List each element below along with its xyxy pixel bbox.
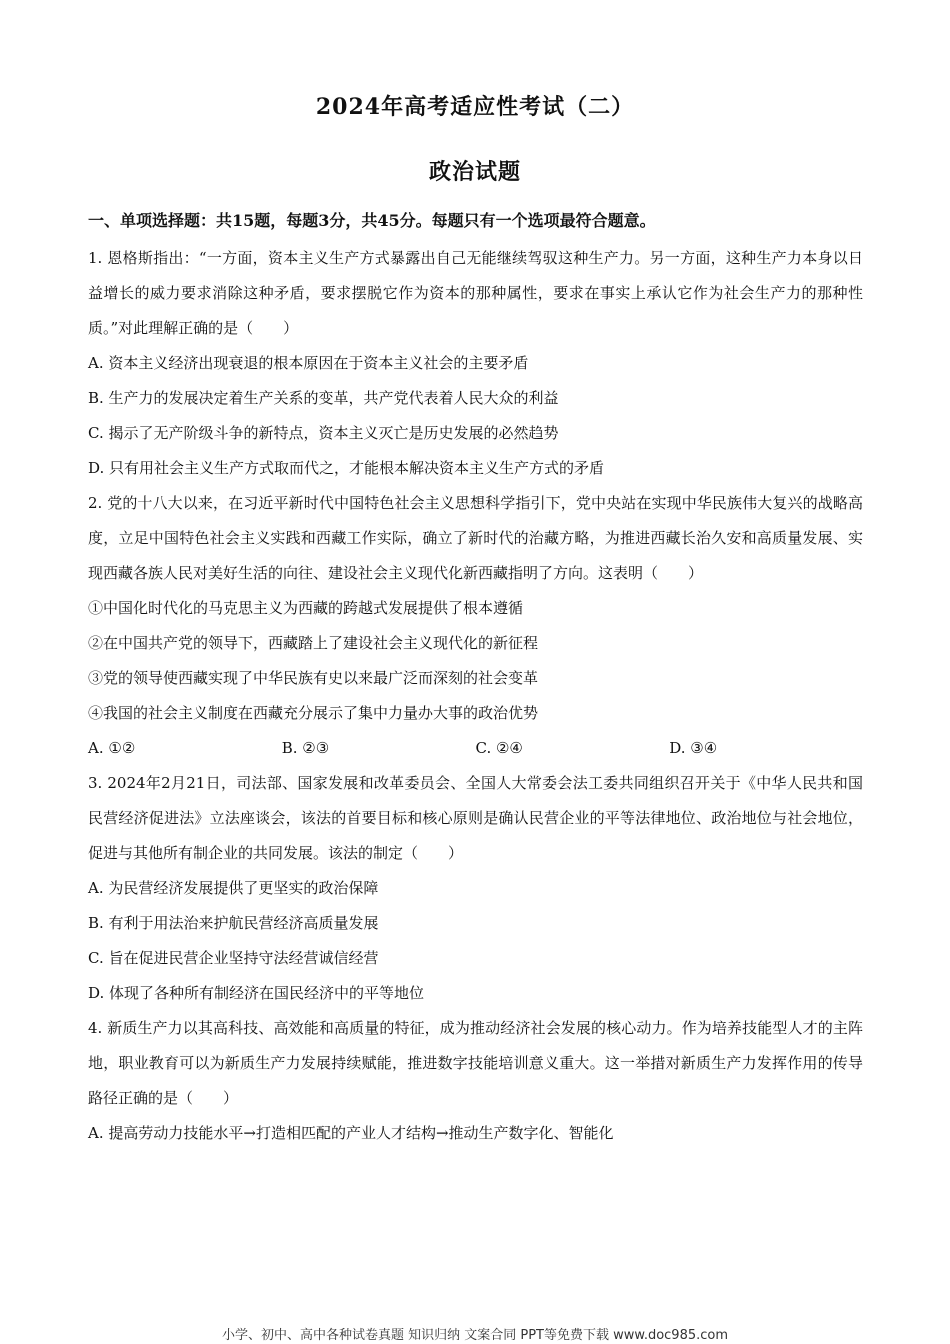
option-a: A. ①② [88,739,136,757]
exam-title: 2024年高考适应性考试（二） [315,94,635,120]
question-1 [88,241,863,486]
statement-1: ①中国化时代化的马克思主义为西藏的跨越式发展提供了根本遵循 [88,599,524,617]
statement-2: ②在中国共产党的领导下，西藏踏上了建设社会主义现代化的新征程 [88,634,539,652]
question-list [88,241,863,1151]
exam-subject: 政治试题 [428,159,521,185]
question-stem: 3. 2024年2月21日，司法部、国家发展和改革委员会、全国人大常委会法工委共同组织召开关于《中华人民共和国民营经济促进法》立法座谈会，该法的首要目标和核心原则是确认民营企业的平等法律地位、政治地位与社会地位，促进与其他所有制企业的共同发展。该法的制定（ ） [88,774,863,862]
option-b: B. ②③ [281,739,330,757]
question-2 [88,486,863,766]
option-b: B. 生产力的发展决定着生产关系的变革，共产党代表着人民大众的利益 [88,389,559,407]
option-c: C. 揭示了无产阶级斗争的新特点，资本主义灭亡是历史发展的必然趋势 [88,424,559,442]
option-d: D. 只有用社会主义生产方式取而代之，才能根本解决资本主义生产方式的矛盾 [88,459,605,477]
option-c: C. ②④ [475,739,523,757]
question-stem: 4. 新质生产力以其高科技、高效能和高质量的特征，成为推动经济社会发展的核心动力。作为培养技能型人才的主阵地，职业教育可以为新质生产力发展持续赋能，推进数字技能培训意义重大。这一举措对新质生产力发挥作用的传导路径正确的是（ ） [88,1019,863,1107]
footer-text: 小学、初中、高中各种试卷真题 知识归纳 文案合同 PPT等免费下载 www.doc985.com [221,1328,729,1343]
section-heading: 一、单项选择题：共15题，每题3分，共45分。每题只有一个选项最符合题意。 [88,211,656,230]
option-a: A. 资本主义经济出现衰退的根本原因在于资本主义社会的主要矛盾 [88,354,529,372]
statement-3: ③党的领导使西藏实现了中华民族有史以来最广泛而深刻的社会变革 [88,669,539,687]
options-row [88,731,863,766]
question-stem: 2. 党的十八大以来，在习近平新时代中国特色社会主义思想科学指引下，党中央站在实现中华民族伟大复兴的战略高度，立足中国特色社会主义实践和西藏工作实际，确立了新时代的治藏方略，为推进西藏长治久安和高质量发展、实现西藏各族人民对美好生活的向往、建设社会主义现代化新西藏指明了方向。这表明（ ） [88,494,863,582]
option-d: D. 体现了各种所有制经济在国民经济中的平等地位 [88,984,425,1002]
option-d: D. ③④ [669,739,718,757]
question-4 [88,1011,863,1151]
option-c: C. 旨在促进民营企业坚持守法经营诚信经营 [88,949,379,967]
statement-4: ④我国的社会主义制度在西藏充分展示了集中力量办大事的政治优势 [88,704,539,722]
option-a: A. 为民营经济发展提供了更坚实的政治保障 [88,879,379,897]
option-a: A. 提高劳动力技能水平→打造相匹配的产业人才结构→推动生产数字化、智能化 [88,1124,614,1142]
question-stem: 1. 恩格斯指出：“一方面，资本主义生产方式暴露出自己无能继续驾驭这种生产力。另一方面，这种生产力本身以日益增长的威力要求消除这种矛盾，要求摆脱它作为资本的那种属性，要求在事实上承认它作为社会生产力的那种性质。”对此理解正确的是（ ） [88,249,863,337]
question-3 [88,766,863,1011]
option-b: B. 有利于用法治来护航民营经济高质量发展 [88,914,379,932]
